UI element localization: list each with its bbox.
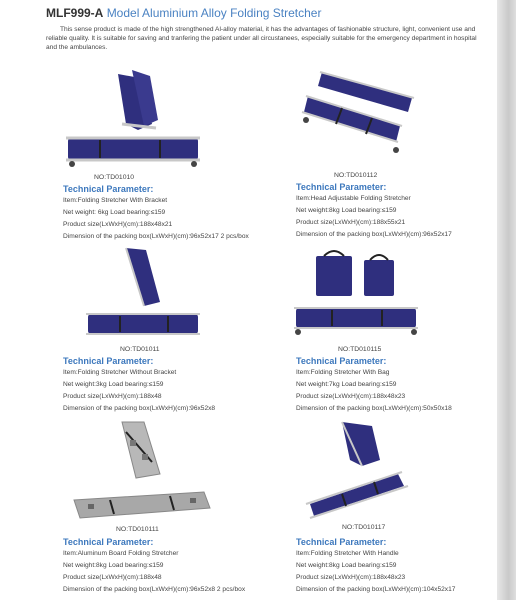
- spec-item: Item:Aluminum Board Folding Stretcher: [63, 550, 179, 557]
- spec-list: [63, 195, 249, 243]
- head-adjustable-stretcher-image: [292, 68, 507, 168]
- technical-parameter-heading: Technical Parameter:: [63, 184, 154, 194]
- product-code: NO:TD01010: [94, 174, 135, 181]
- technical-parameter-heading: Technical Parameter:: [296, 537, 387, 547]
- spec-item: Item:Folding Stretcher Without Bracket: [63, 369, 177, 376]
- spec-list: [296, 367, 452, 415]
- spec-weight: Net weight:8kg Load bearing:≤159: [296, 207, 397, 214]
- spec-size: Product size(LxWxH)(cm):188x48: [63, 393, 162, 400]
- spec-list: [296, 548, 455, 596]
- spec-list: [296, 193, 452, 241]
- technical-parameter-heading: Technical Parameter:: [63, 356, 154, 366]
- spec-size: Product size(LxWxH)(cm):188x55x21: [296, 219, 406, 226]
- product-code: NO:TD01011: [120, 346, 160, 353]
- stretcher-with-bracket-image: [60, 68, 275, 168]
- spec-list: [63, 367, 215, 415]
- model-number: MLF999-A: [46, 6, 104, 20]
- technical-parameter-heading: Technical Parameter:: [296, 182, 387, 192]
- product-code: NO:TD010115: [338, 346, 382, 353]
- spec-weight: Net weight:8kg Load bearing:≤159: [63, 562, 164, 569]
- stretcher-with-bag-image: [292, 244, 507, 344]
- spec-packing: Dimension of the packing box(LxWxH)(cm):104x52x17: [296, 586, 456, 593]
- spec-list: [63, 548, 245, 596]
- spec-weight: Net weight:8kg Load bearing:≤159: [296, 562, 397, 569]
- spec-item: Item:Folding Stretcher With Bracket: [63, 197, 168, 204]
- product-code: NO:TD010111: [116, 526, 159, 533]
- spec-size: Product size(LxWxH)(cm):188x48: [63, 574, 162, 581]
- spec-weight: Net weight: 6kg Load bearing:≤159: [63, 209, 166, 216]
- stretcher-without-bracket-image: [60, 244, 275, 344]
- stretcher-with-handle-image: [292, 420, 507, 520]
- spec-packing: Dimension of the packing box(LxWxH)(cm):96x52x17: [296, 231, 452, 238]
- technical-parameter-heading: Technical Parameter:: [63, 537, 154, 547]
- technical-parameter-heading: Technical Parameter:: [296, 356, 387, 366]
- product-code: NO:TD010117: [342, 524, 386, 531]
- spec-weight: Net weight:7kg Load bearing:≤159: [296, 381, 397, 388]
- spec-packing: Dimension of the packing box(LxWxH)(cm):96x52x8: [63, 405, 216, 412]
- aluminum-board-stretcher-image: [60, 420, 275, 520]
- spec-packing: Dimension of the packing box(LxWxH)(cm):96x52x17 2 pcs/box: [63, 233, 249, 240]
- spec-item: Item:Head Adjustable Folding Stretcher: [296, 195, 411, 202]
- page-title: [46, 6, 321, 20]
- spec-size: Product size(LxWxH)(cm):188x48x21: [63, 221, 173, 228]
- product-code: NO:TD010112: [334, 172, 378, 179]
- spec-packing: Dimension of the packing box(LxWxH)(cm):96x52x8 2 pcs/box: [63, 586, 246, 593]
- spec-weight: Net weight:3kg Load bearing:≤159: [63, 381, 164, 388]
- product-line-name: Model Aluminium Alloy Folding Stretcher: [106, 6, 322, 20]
- intro-paragraph: This sense product is made of the high strengthened Al-alloy material, it has the advantages of fashionable structure, light, convenient use and reliable quality. It is suitable for saving and tranfering the patient under all circustanees, especially suitable for the emergency department in hospital and the ambulances.: [46, 26, 477, 51]
- spec-size: Product size(LxWxH)(cm):188x48x23: [296, 574, 406, 581]
- spec-item: Item:Folding Stretcher With Handle: [296, 550, 399, 557]
- spec-item: Item:Folding Stretcher With Bag: [296, 369, 390, 376]
- spec-size: Product size(LxWxH)(cm):188x48x23: [296, 393, 406, 400]
- spec-packing: Dimension of the packing box(LxWxH)(cm):50x50x18: [296, 405, 452, 412]
